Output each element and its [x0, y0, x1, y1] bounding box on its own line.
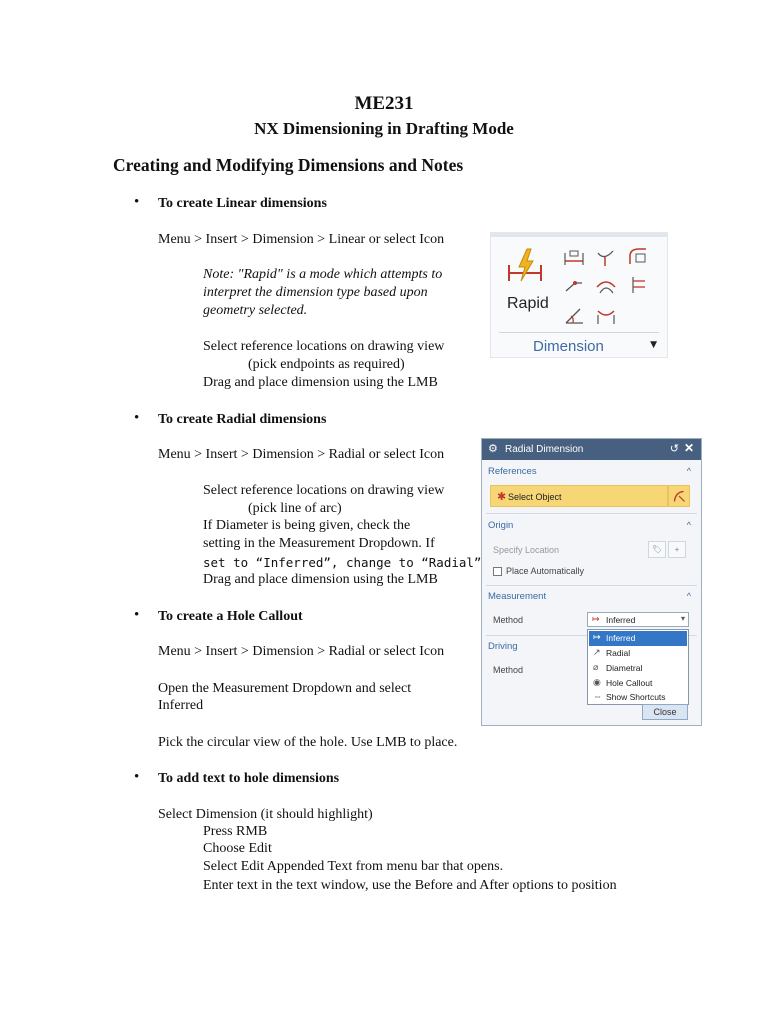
option-diametral[interactable] — [589, 661, 687, 676]
radial-step: (pick line of arc) — [248, 501, 342, 516]
shortcuts-icon: ⇔ — [593, 691, 602, 701]
method-value: Inferred — [606, 615, 636, 625]
inferred-icon: ↦ — [592, 614, 600, 624]
measurement-label: Measurement — [488, 591, 547, 602]
rapid-label[interactable]: Rapid — [507, 295, 549, 312]
ribbon-more-dropdown[interactable]: ▼ — [650, 340, 657, 350]
radial-dimension-dialog — [481, 438, 702, 726]
radial-icon: ↗ — [593, 647, 601, 657]
option-inferred[interactable] — [589, 631, 687, 646]
thickness-dimension-icon[interactable] — [595, 275, 617, 295]
chamfer-dimension-icon[interactable] — [563, 275, 585, 295]
section-heading: Creating and Modifying Dimensions and Notes — [113, 155, 464, 175]
hole-heading: To create a Hole Callout — [158, 609, 303, 624]
hole-callout-icon: ◉ — [593, 677, 601, 687]
option-label: Inferred — [606, 633, 636, 643]
dialog-title: Radial Dimension — [505, 444, 584, 455]
linear-step: Drag and place dimension using the LMB — [203, 375, 438, 390]
text-step: Select Edit Appended Text from menu bar that opens. — [203, 859, 504, 874]
note-line: geometry selected. — [203, 303, 308, 318]
bullet-marker: • — [134, 194, 140, 210]
section-divider — [486, 513, 697, 514]
option-show-shortcuts[interactable] — [589, 690, 687, 705]
linear-dimension-icon[interactable] — [563, 247, 585, 267]
bullet-marker: • — [134, 410, 140, 426]
specify-location-label: Specify Location — [493, 545, 560, 555]
perimeter-dimension-icon[interactable] — [595, 305, 617, 325]
ribbon-top-bar — [491, 233, 667, 237]
radial-step: Select reference locations on drawing view — [203, 483, 445, 498]
collapse-caret-icon[interactable]: ^ — [686, 466, 691, 476]
place-automatically-checkbox[interactable] — [493, 567, 502, 576]
text-step: Choose Edit — [203, 841, 272, 856]
document-title: ME231 — [354, 93, 414, 114]
ordinate-dimension-icon[interactable] — [627, 275, 649, 295]
required-star-icon: ✱ — [497, 491, 507, 503]
chevron-down-icon: ▾ — [680, 614, 685, 623]
radial-step: set to “Inferred”, change to “Radial” — [203, 555, 482, 570]
method-dropdown-list — [587, 629, 689, 705]
option-label: Diametral — [606, 663, 643, 673]
driving-label: Driving — [488, 641, 518, 652]
document-subtitle: NX Dimensioning in Drafting Mode — [254, 119, 514, 138]
reset-icon[interactable]: ↺ — [669, 443, 679, 455]
close-button[interactable]: Close — [642, 704, 688, 720]
method-select[interactable] — [587, 612, 689, 627]
option-radial[interactable] — [589, 646, 687, 661]
radial-menu-path: Menu > Insert > Dimension > Radial or select Icon — [158, 447, 445, 462]
select-object-row[interactable] — [490, 485, 668, 507]
hole-step: Open the Measurement Dropdown and select — [158, 681, 412, 696]
option-hole-callout[interactable] — [589, 676, 687, 691]
text-step: Press RMB — [203, 824, 268, 839]
location-dialog-icon[interactable]: 🏷 — [648, 541, 666, 558]
collapse-caret-icon[interactable]: ^ — [686, 591, 691, 601]
driving-method-label: Method — [493, 665, 524, 675]
rapid-dimension-icon[interactable] — [505, 245, 545, 285]
point-constructor-icon[interactable]: + — [668, 541, 686, 558]
text-step: Select Dimension (it should highlight) — [158, 807, 373, 822]
hole-menu-path: Menu > Insert > Dimension > Radial or select Icon — [158, 644, 445, 659]
linear-note — [203, 266, 442, 320]
place-automatically-label: Place Automatically — [506, 566, 585, 576]
option-label: Hole Callout — [606, 678, 653, 688]
linear-menu-path: Menu > Insert > Dimension > Linear or select Icon — [158, 232, 445, 247]
bullet-marker: • — [134, 769, 140, 785]
text-heading: To add text to hole dimensions — [158, 771, 340, 786]
references-section-header[interactable] — [488, 466, 695, 477]
option-label: Show Shortcuts — [606, 692, 666, 702]
hole-step: Inferred — [158, 698, 204, 713]
diametral-icon: ⌀ — [593, 662, 599, 672]
close-icon[interactable]: ✕ — [683, 441, 694, 455]
radial-step: setting in the Measurement Dropdown. If — [203, 536, 435, 551]
method-label: Method — [493, 615, 524, 625]
arc-length-icon[interactable] — [563, 305, 585, 325]
inferred-icon: ↦ — [593, 632, 601, 642]
option-label: Radial — [606, 648, 631, 658]
origin-section-header[interactable] — [488, 520, 695, 531]
radial-dimension-icon[interactable] — [595, 247, 617, 267]
note-line: interpret the dimension type based upon — [203, 285, 428, 300]
radial-step: If Diameter is being given, check the — [203, 518, 411, 533]
angular-dimension-icon[interactable] — [627, 246, 649, 266]
linear-step: Select reference locations on drawing view — [203, 339, 445, 354]
origin-label: Origin — [488, 520, 514, 531]
ribbon-separator — [499, 332, 659, 333]
select-object-label: Select Object — [508, 492, 562, 502]
dimension-group-label: Dimension — [533, 338, 604, 355]
radial-heading: To create Radial dimensions — [158, 412, 327, 427]
text-step: Enter text in the text window, use the Before and After options to position — [203, 878, 617, 893]
radial-step: Drag and place dimension using the LMB — [203, 572, 438, 587]
gear-icon: ⚙ — [488, 443, 498, 455]
section-divider — [486, 585, 697, 586]
collapse-caret-icon[interactable]: ^ — [686, 520, 691, 530]
measurement-section-header[interactable] — [488, 591, 695, 602]
hole-step: Pick the circular view of the hole. Use LMB to place. — [158, 735, 458, 750]
linear-step: (pick endpoints as required) — [248, 357, 405, 372]
dimension-ribbon — [490, 232, 668, 358]
dialog-titlebar — [482, 439, 701, 460]
linear-heading: To create Linear dimensions — [158, 196, 327, 211]
bullet-marker: • — [134, 607, 140, 623]
note-line: Note: "Rapid" is a mode which attempts to — [203, 267, 443, 282]
references-label: References — [488, 466, 537, 477]
select-curve-icon[interactable] — [668, 485, 690, 507]
